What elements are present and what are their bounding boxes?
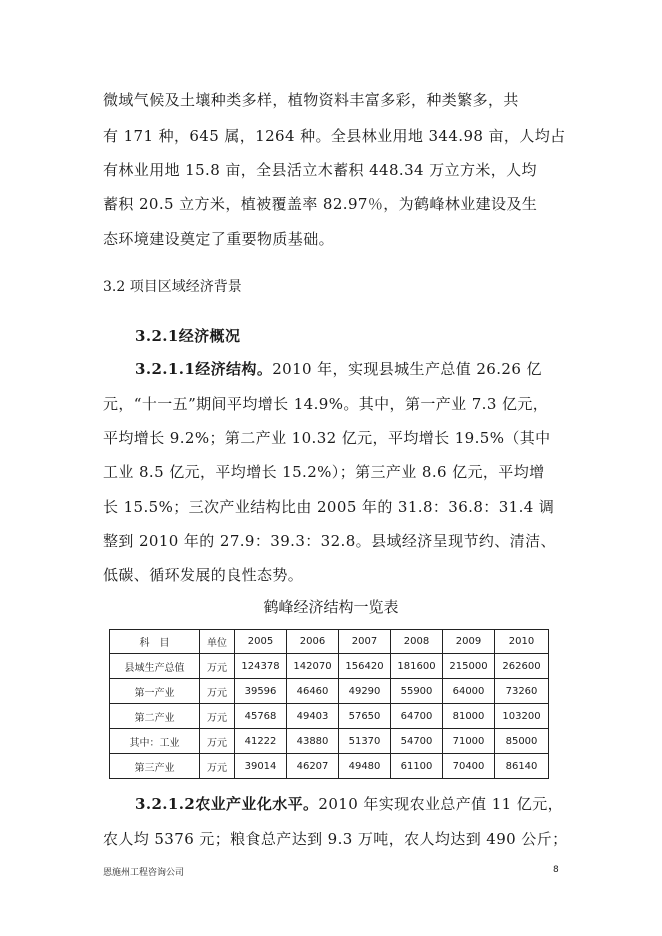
table-cell: 49480 (339, 754, 391, 779)
table-cell: 54700 (391, 729, 443, 754)
text-line: 长 15.5%；三次产业结构比由 2005 年的 31.8：36.8：31.4 调 (103, 498, 555, 516)
page-number: 8 (553, 865, 559, 875)
header-cell: 2006 (287, 630, 339, 654)
table-cell: 64700 (391, 704, 443, 729)
table-cell: 71000 (443, 729, 495, 754)
text-line: 农人均 5376 元；粮食总产达到 9.3 万吨，农人均达到 490 公斤； (103, 830, 568, 848)
text-line: 工业 8.5 亿元，平均增长 15.2%）；第三产业 8.6 亿元，平均增 (103, 463, 545, 481)
table-row (110, 654, 549, 679)
table-cell: 262600 (495, 654, 549, 679)
header-cell: 科 目 (110, 630, 200, 654)
table-cell: 39014 (235, 754, 287, 779)
table-cell: 181600 (391, 654, 443, 679)
header-cell: 2010 (495, 630, 549, 654)
table-header-row (110, 630, 549, 654)
header-cell: 2007 (339, 630, 391, 654)
table-cell: 49403 (287, 704, 339, 729)
table-cell: 70400 (443, 754, 495, 779)
table-cell: 第三产业 (110, 754, 200, 779)
table-cell: 156420 (339, 654, 391, 679)
table-cell: 县域生产总值 (110, 654, 200, 679)
table-row (110, 704, 549, 729)
table-cell: 61100 (391, 754, 443, 779)
table-cell: 51370 (339, 729, 391, 754)
table-cell: 55900 (391, 679, 443, 704)
table-cell: 万元 (200, 754, 235, 779)
table-row (110, 679, 549, 704)
text-run: 2010 年实现农业总产值 11 亿元， (318, 795, 563, 813)
header-cell: 2008 (391, 630, 443, 654)
header-cell: 2009 (443, 630, 495, 654)
text-line: 平均增长 9.2%；第二产业 10.32 亿元，平均增长 19.5%（其中 (103, 429, 551, 447)
subsection-heading: 3.2.1经济概况 (135, 327, 241, 345)
table-cell: 万元 (200, 679, 235, 704)
table-cell: 73260 (495, 679, 549, 704)
table-cell: 43880 (287, 729, 339, 754)
table-cell: 49290 (339, 679, 391, 704)
paragraph-heading: 3.2.1.2农业产业化水平。 (135, 795, 319, 813)
text-line: 有林业用地 15.8 亩，全县活立木蓄积 448.34 万立方米，人均 (103, 161, 537, 179)
table-cell: 第一产业 (110, 679, 200, 704)
text-line: 微域气候及土壤种类多样，植物资料丰富多彩，种类繁多，共 (103, 91, 519, 109)
footer-company: 恩施州工程咨询公司 (103, 868, 185, 878)
text-line (135, 359, 542, 379)
table-cell: 万元 (200, 704, 235, 729)
text-run: 2010 年，实现县城生产总值 26.26 亿 (272, 360, 542, 378)
text-line: 态环境建设奠定了重要物质基础。 (103, 230, 335, 248)
table-cell: 142070 (287, 654, 339, 679)
text-line (135, 794, 563, 814)
table-cell: 39596 (235, 679, 287, 704)
table-cell: 45768 (235, 704, 287, 729)
section-heading: 3.2 项目区域经济背景 (103, 279, 242, 295)
text-line: 整到 2010 年的 27.9：39.3：32.8。县域经济呈现节约、清洁、 (103, 532, 556, 550)
table-cell: 215000 (443, 654, 495, 679)
table-cell: 86140 (495, 754, 549, 779)
table-cell: 124378 (235, 654, 287, 679)
table-row (110, 729, 549, 754)
table-cell: 其中：工业 (110, 729, 200, 754)
header-cell: 2005 (235, 630, 287, 654)
economic-structure-table (109, 629, 549, 779)
text-line: 有 171 种，645 属，1264 种。全县林业用地 344.98 亩，人均占 (103, 127, 566, 145)
table-cell: 第二产业 (110, 704, 200, 729)
table-cell: 64000 (443, 679, 495, 704)
table-cell: 103200 (495, 704, 549, 729)
table-cell: 46460 (287, 679, 339, 704)
text-line: 元，“十一五”期间平均增长 14.9%。其中，第一产业 7.3 亿元， (103, 395, 549, 413)
table-cell: 41222 (235, 729, 287, 754)
text-line: 低碳、循环发展的良性态势。 (103, 566, 304, 584)
table-cell: 85000 (495, 729, 549, 754)
paragraph-heading: 3.2.1.1经济结构。 (135, 360, 273, 378)
header-cell: 单位 (200, 630, 235, 654)
table-cell: 万元 (200, 654, 235, 679)
table-cell: 万元 (200, 729, 235, 754)
text-line: 蓄积 20.5 立方米，植被覆盖率 82.97％，为鹤峰林业建设及生 (103, 195, 538, 213)
table-cell: 81000 (443, 704, 495, 729)
table-row (110, 754, 549, 779)
table-caption: 鹤峰经济结构一览表 (263, 598, 399, 616)
table-cell: 46207 (287, 754, 339, 779)
table-cell: 57650 (339, 704, 391, 729)
